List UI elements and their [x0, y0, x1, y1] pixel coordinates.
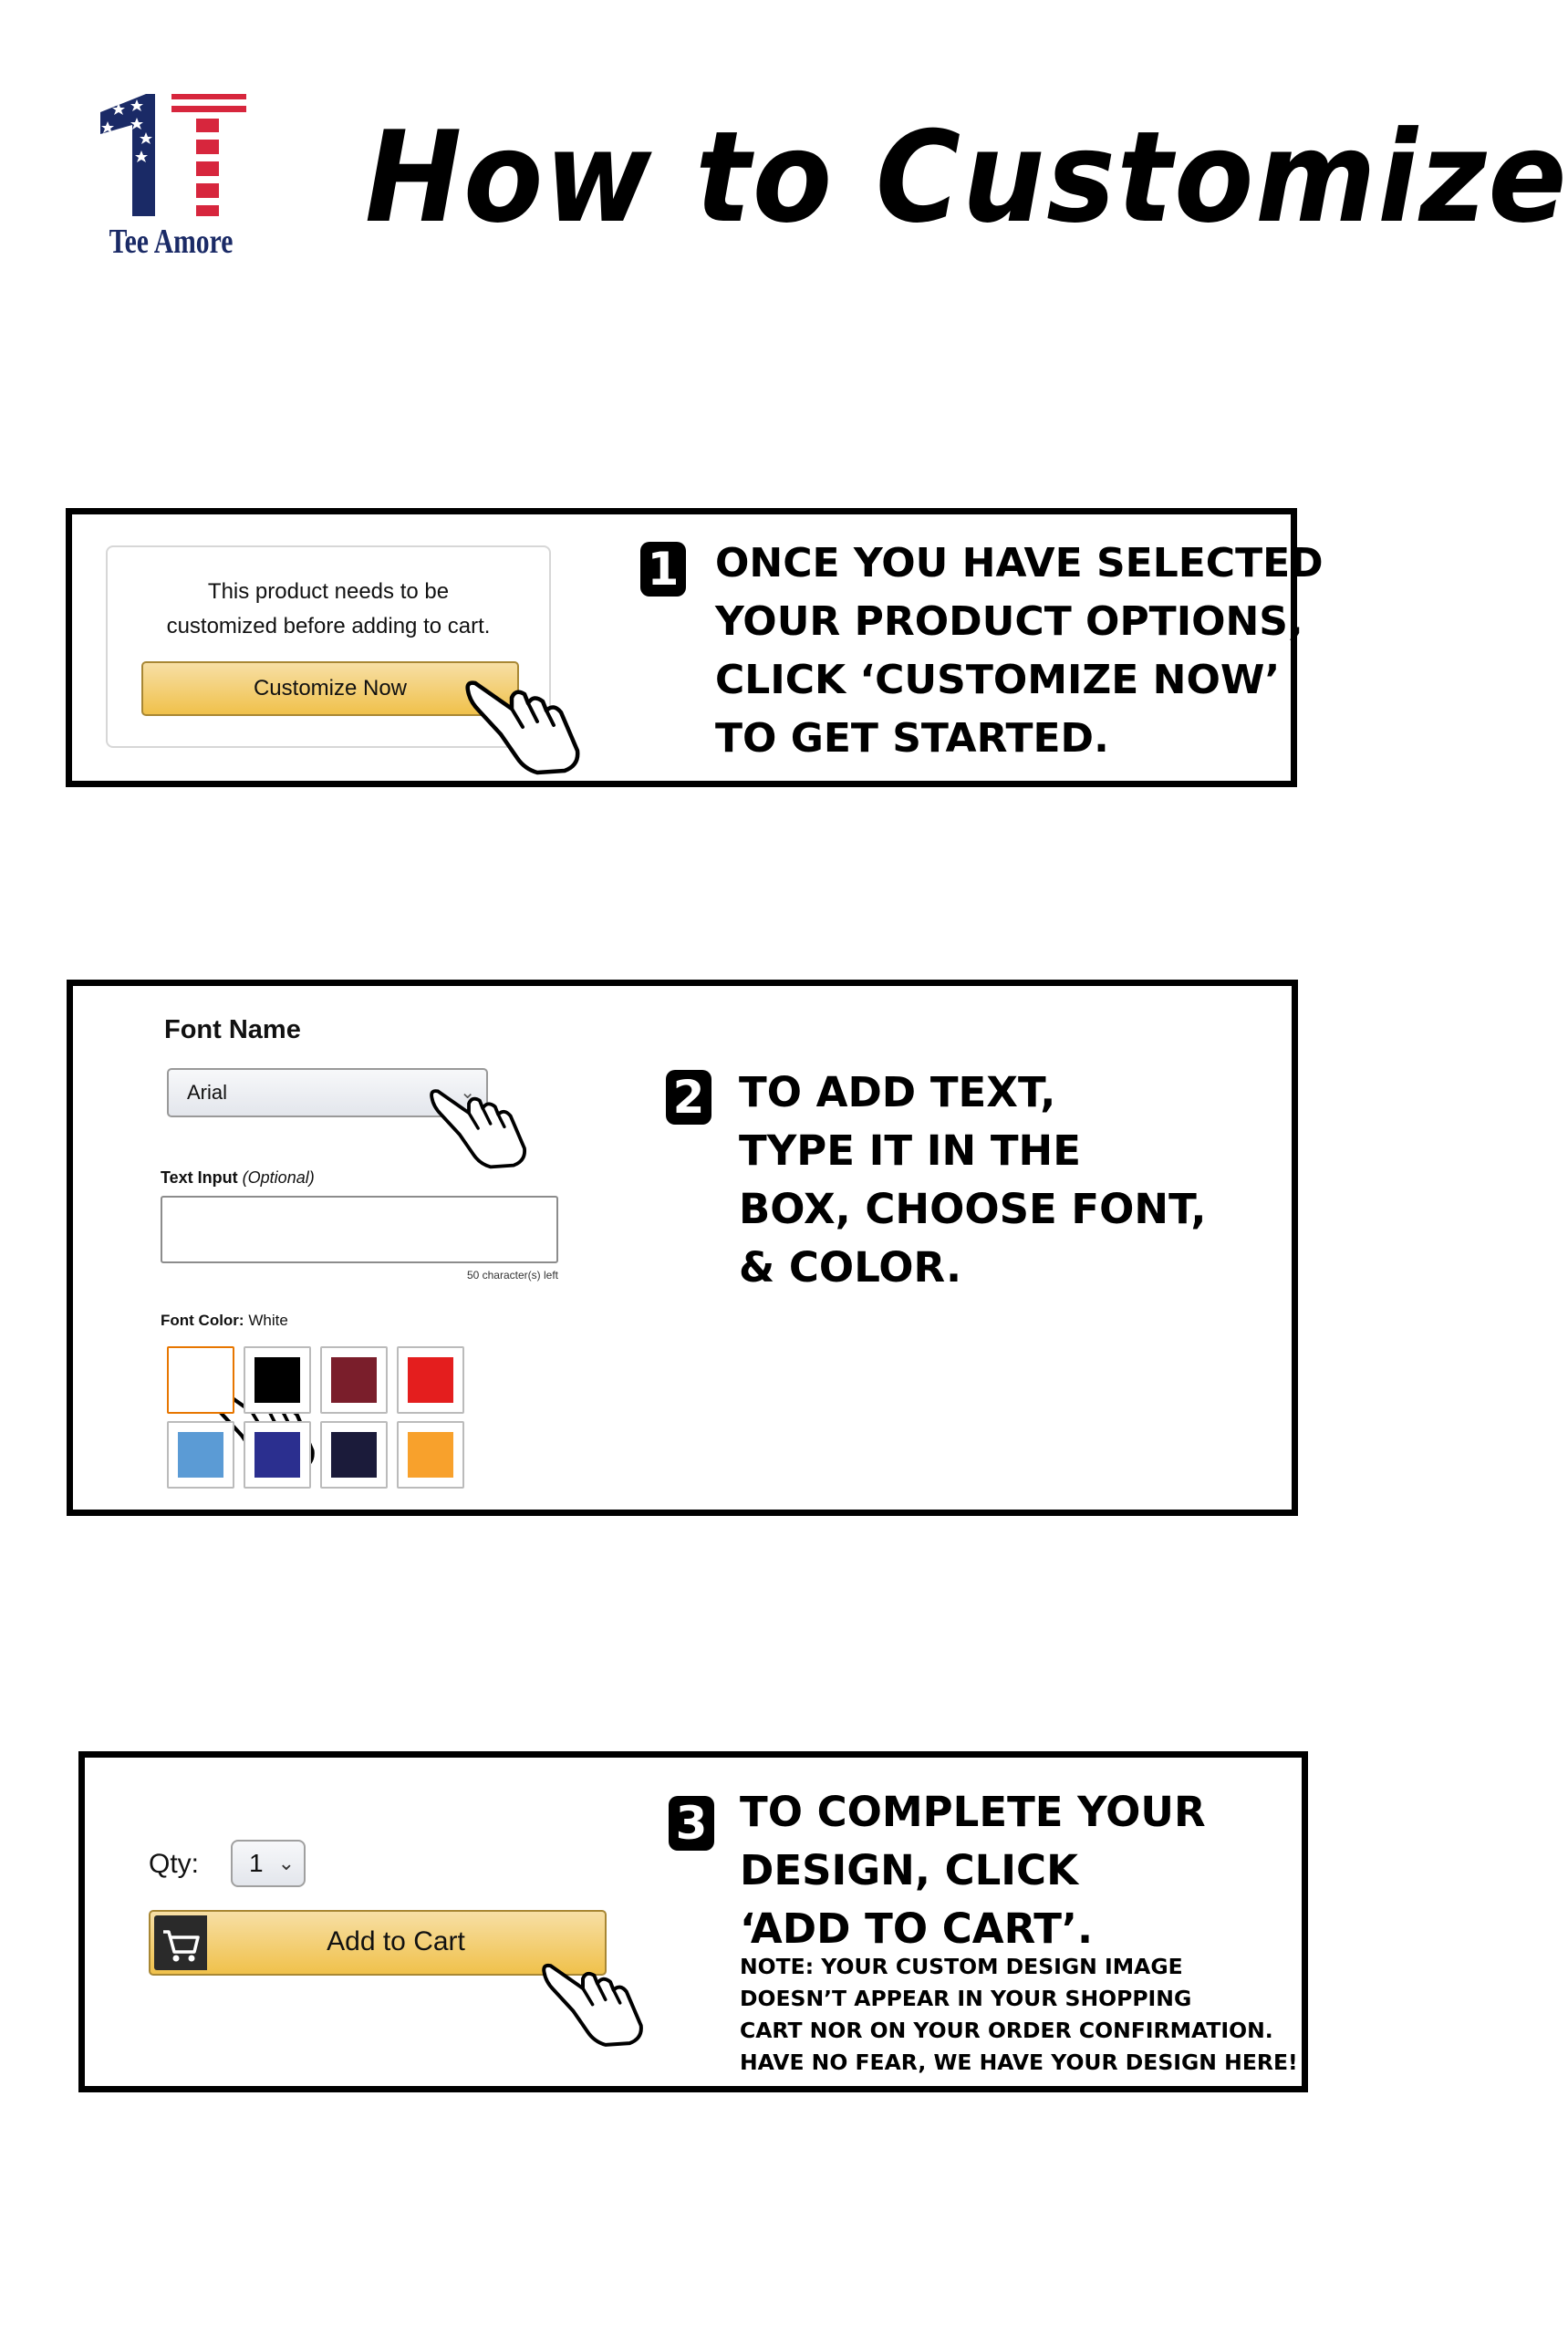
customize-message-line-1: This product needs to be	[207, 579, 450, 604]
note-line: CART NOR ON YOUR ORDER CONFIRMATION.	[740, 2018, 1273, 2043]
step-3-instructions	[740, 1783, 1206, 1958]
text-input-label: Text Input (Optional)	[161, 1168, 315, 1187]
pointing-hand-icon	[464, 674, 583, 774]
chevron-down-icon: ⌄	[277, 1852, 295, 1874]
color-swatch-navy[interactable]	[320, 1421, 388, 1489]
swatch-fill	[254, 1432, 300, 1478]
color-swatch-light-blue[interactable]	[167, 1421, 234, 1489]
color-swatch-red[interactable]	[397, 1346, 464, 1414]
step-1-instruction-line: CLICK ‘CUSTOMIZE NOW’	[715, 657, 1281, 703]
step-2-instruction-line: TO ADD TEXT,	[739, 1068, 1056, 1116]
font-name-label: Font Name	[164, 1015, 301, 1044]
note-line: DOESN’T APPEAR IN YOUR SHOPPING	[740, 1986, 1192, 2011]
step-1-number-badge: 1	[640, 542, 686, 597]
color-swatch-royal-blue[interactable]	[244, 1421, 311, 1489]
step-1-instruction-line: ONCE YOU HAVE SELECTED	[715, 540, 1324, 586]
pointing-hand-icon	[429, 1083, 529, 1169]
font-color-value: White	[248, 1312, 288, 1329]
character-count: 50 character(s) left	[466, 1269, 558, 1282]
swatch-fill	[178, 1432, 223, 1478]
quantity-label: Qty:	[149, 1849, 200, 1879]
step-3-panel	[78, 1751, 1308, 2092]
step-2-instruction-line: & COLOR.	[739, 1243, 962, 1292]
swatch-fill	[331, 1432, 377, 1478]
swatch-fill	[408, 1432, 453, 1478]
step-3-instruction-line: TO COMPLETE YOUR	[740, 1788, 1206, 1836]
note-line: HAVE NO FEAR, WE HAVE YOUR DESIGN HERE!	[740, 2050, 1298, 2075]
step-1-panel	[66, 508, 1324, 787]
swatch-fill	[331, 1357, 377, 1403]
step-2-instruction-line: TYPE IT IN THE	[739, 1126, 1081, 1175]
step-3-instruction-line: DESIGN, CLICK	[740, 1846, 1078, 1894]
step-3-number-badge: 3	[669, 1796, 714, 1851]
color-swatch-black[interactable]	[244, 1346, 311, 1414]
customize-now-button[interactable]: Customize Now	[141, 661, 519, 716]
page-title: How to Customize	[365, 104, 1568, 251]
quantity-select[interactable]	[231, 1840, 306, 1887]
step-3-note	[740, 1951, 1298, 2079]
step-1-instruction-line: YOUR PRODUCT OPTIONS,	[715, 598, 1303, 645]
customize-message	[108, 575, 549, 644]
quantity-value: 1	[249, 1849, 264, 1877]
swatch-fill	[254, 1357, 300, 1403]
note-line: NOTE: YOUR CUSTOM DESIGN IMAGE	[740, 1954, 1183, 1979]
add-to-cart-label: Add to Cart	[327, 1926, 465, 1956]
optional-hint: (Optional)	[242, 1168, 315, 1187]
add-to-cart-button[interactable]	[149, 1910, 607, 1976]
customize-message-line-2: customized before adding to cart.	[166, 614, 491, 638]
brand-name: Tee Amore	[109, 223, 234, 261]
color-swatch-white[interactable]	[167, 1346, 234, 1414]
step-1-instructions	[715, 534, 1324, 768]
chevron-down-icon: ⌄	[460, 1083, 475, 1103]
flag-number-one-icon	[91, 87, 251, 223]
step-2-instruction-line: BOX, CHOOSE FONT,	[739, 1185, 1207, 1233]
step-2-instructions	[739, 1064, 1206, 1297]
font-color-label: Font Color: White	[161, 1312, 288, 1329]
text-input-field[interactable]	[161, 1196, 558, 1263]
font-name-value: Arial	[187, 1081, 228, 1104]
swatch-fill	[178, 1357, 223, 1403]
cart-icon	[154, 1915, 207, 1970]
color-swatch-orange[interactable]	[397, 1421, 464, 1489]
color-swatch-maroon[interactable]	[320, 1346, 388, 1414]
pointing-hand-icon	[541, 1956, 646, 2048]
step-2-panel	[67, 980, 1298, 1516]
step-1-instruction-line: TO GET STARTED.	[715, 715, 1109, 762]
step-3-instruction-line: ‘ADD TO CART’.	[740, 1904, 1094, 1953]
step-2-number-badge: 2	[666, 1070, 711, 1125]
swatch-fill	[408, 1357, 453, 1403]
brand-logo	[91, 87, 251, 269]
